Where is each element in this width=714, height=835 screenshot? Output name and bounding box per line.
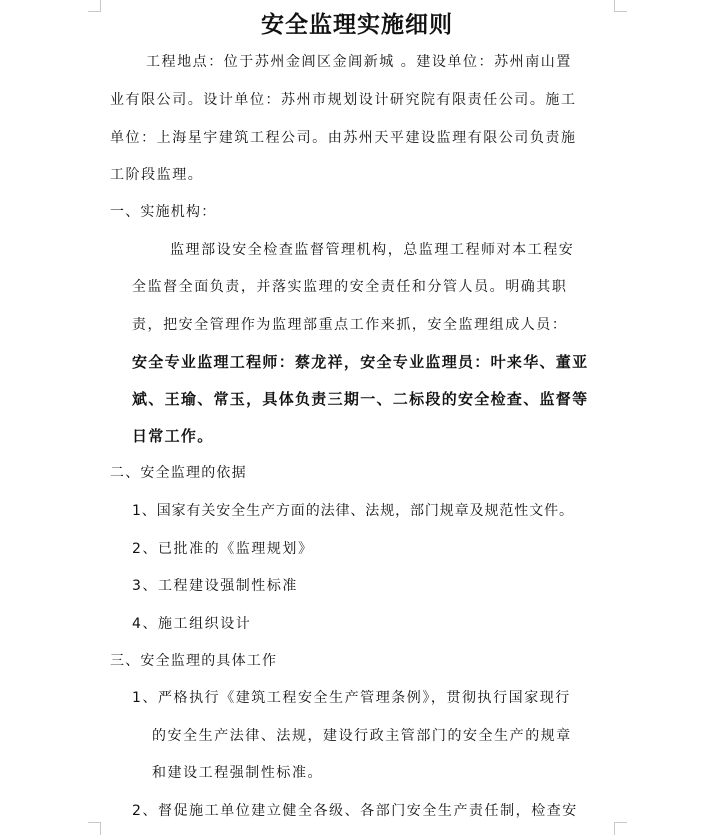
work-item-1-line: 1、严格执行《建筑工程安全生产管理条例》，贯彻执行国家现行 bbox=[132, 690, 571, 706]
crop-mark-bottom-left bbox=[88, 822, 101, 835]
intro-line: 业有限公司。设计单位：苏州市规划设计研究院有限责任公司。施工 bbox=[110, 92, 577, 108]
basis-item: 4、施工组织设计 bbox=[132, 616, 252, 632]
intro-line: 工程地点：位于苏州金阊区金阊新城 。建设单位：苏州南山置 bbox=[146, 54, 572, 70]
section-heading-1: 一、实施机构： bbox=[110, 204, 217, 220]
section-heading-3: 三、安全监理的具体工作 bbox=[110, 653, 278, 669]
personnel-line: 日常工作。 bbox=[132, 427, 214, 445]
section1-body-line: 全监督全面负责，并落实监理的安全责任和分管人员。明确其职 bbox=[132, 279, 568, 295]
section1-body-line: 监理部设安全检查监督管理机构，总监理工程师对本工程安 bbox=[170, 242, 575, 258]
document-title: 安全监理实施细则 bbox=[261, 12, 453, 38]
intro-line: 工阶段监理。 bbox=[110, 167, 204, 183]
work-item-2-line: 2、督促施工单位建立健全各级、各部门安全生产责任制，检查安 bbox=[132, 803, 578, 819]
work-item-1-line: 和建设工程强制性标准。 bbox=[152, 765, 324, 781]
basis-item: 3、工程建设强制性标准 bbox=[132, 578, 298, 594]
personnel-line: 斌、王瑜、常玉，具体负责三期一、二标段的安全检查、监督等 bbox=[132, 390, 589, 408]
section-heading-2: 二、安全监理的依据 bbox=[110, 465, 247, 481]
crop-mark-bottom-right bbox=[614, 822, 627, 835]
personnel-line: 安全专业监理工程师：蔡龙祥，安全专业监理员：叶来华、董亚 bbox=[132, 353, 589, 371]
section1-body-line: 责，把安全管理作为监理部重点工作来抓，安全监理组成人员： bbox=[132, 317, 568, 333]
work-item-1-line: 的安全生产法律、法规，建设行政主管部门的安全生产的规章 bbox=[152, 728, 572, 744]
basis-item: 2、已批准的《监理规划》 bbox=[132, 541, 314, 557]
intro-line: 单位：上海星宇建筑工程公司。由苏州天平建设监理有限公司负责施 bbox=[110, 130, 577, 146]
basis-item: 1、国家有关安全生产方面的法律、法规，部门规章及规范性文件。 bbox=[132, 503, 574, 519]
